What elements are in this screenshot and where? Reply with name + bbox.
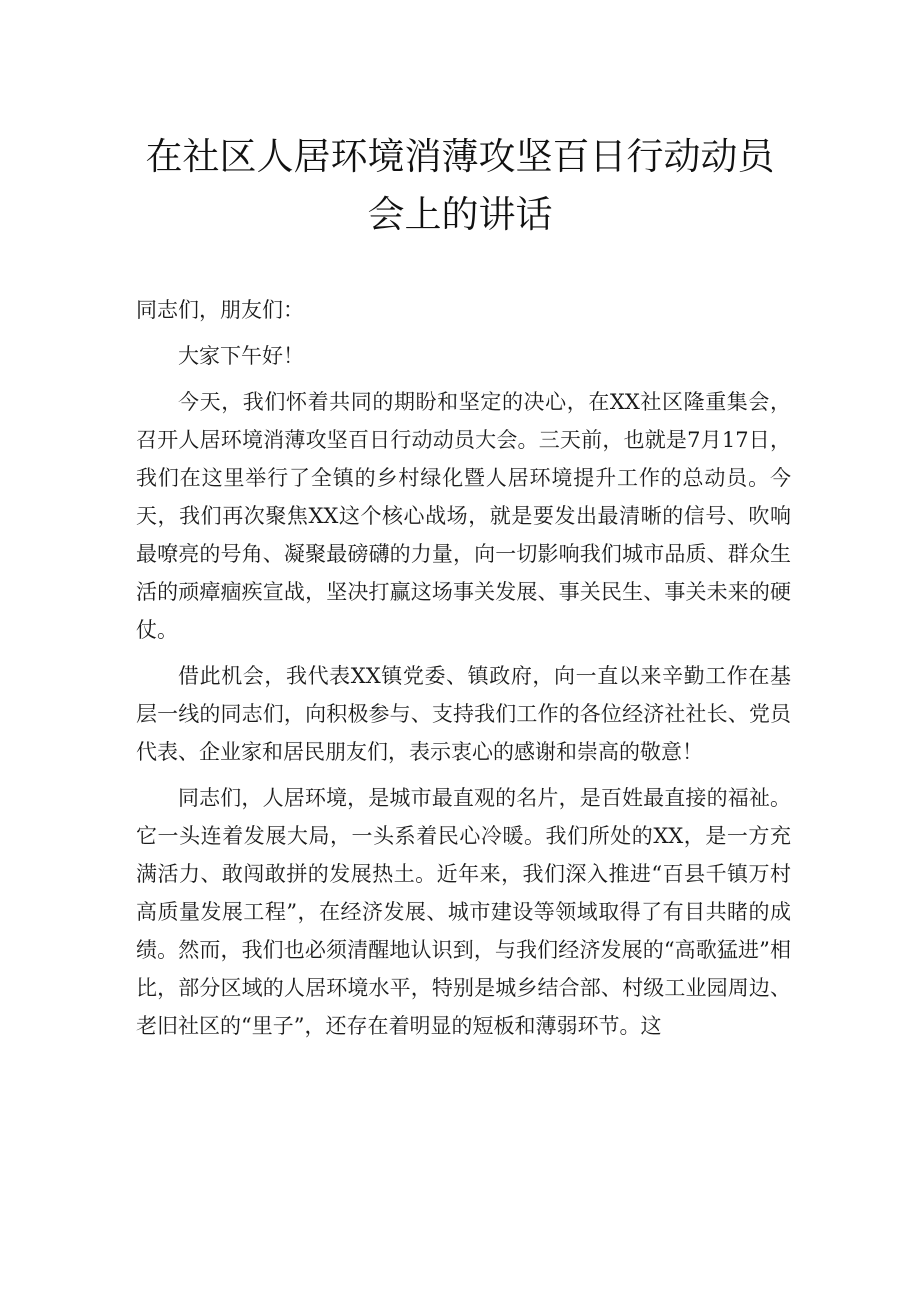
document-title: 在社区人居环境消薄攻坚百日行动动员会上的讲话 [145, 135, 775, 236]
paragraph-opening: 今天，我们怀着共同的期盼和坚定的决心，在XX社区隆重集会，召开人居环境消薄攻坚百日行动动员大会。三天前，也就是7月17日，我们在这里举行了全镇的乡村绿化暨人居环境提升工作的总动员。今天，我们再次聚焦XX这个核心战场，就是要发出最清晰的信号、吹响最嘹亮的号角、凝聚最磅礴的力量，向一切影响我们城市品质、群众生活的顽瘴痼疾宣战，坚决打赢这场事关发展、事关民生、事关未来的硬仗。 [136, 390, 791, 642]
paragraph-thanks: 借此机会，我代表XX镇党委、镇政府，向一直以来辛勤工作在基层一线的同志们，向积极参与、支持我们工作的各位经济社社长、党员代表、企业家和居民朋友们，表示衷心的感谢和崇高的敬意！ [136, 664, 791, 764]
paragraph-context: 同志们，人居环境，是城市最直观的名片，是百姓最直接的福祉。它一头连着发展大局，一头系着民心冷暖。我们所处的XX，是一方充满活力、敢闯敢拼的发展热土。近年来，我们深入推进“百县千镇万村高质量发展工程”，在经济发展、城市建设等领域取得了有目共睹的成绩。然而，我们也必须清醒地认识到，与我们经济发展的“高歌猛进”相比，部分区域的人居环境水平，特别是城乡结合部、村级工业园周边、老旧社区的“里子”，还存在着明显的短板和薄弱环节。这 [136, 786, 791, 1038]
paragraph-greeting: 大家下午好！ [178, 344, 304, 368]
document-body [136, 291, 791, 1053]
salutation: 同志们，朋友们： [136, 298, 304, 322]
